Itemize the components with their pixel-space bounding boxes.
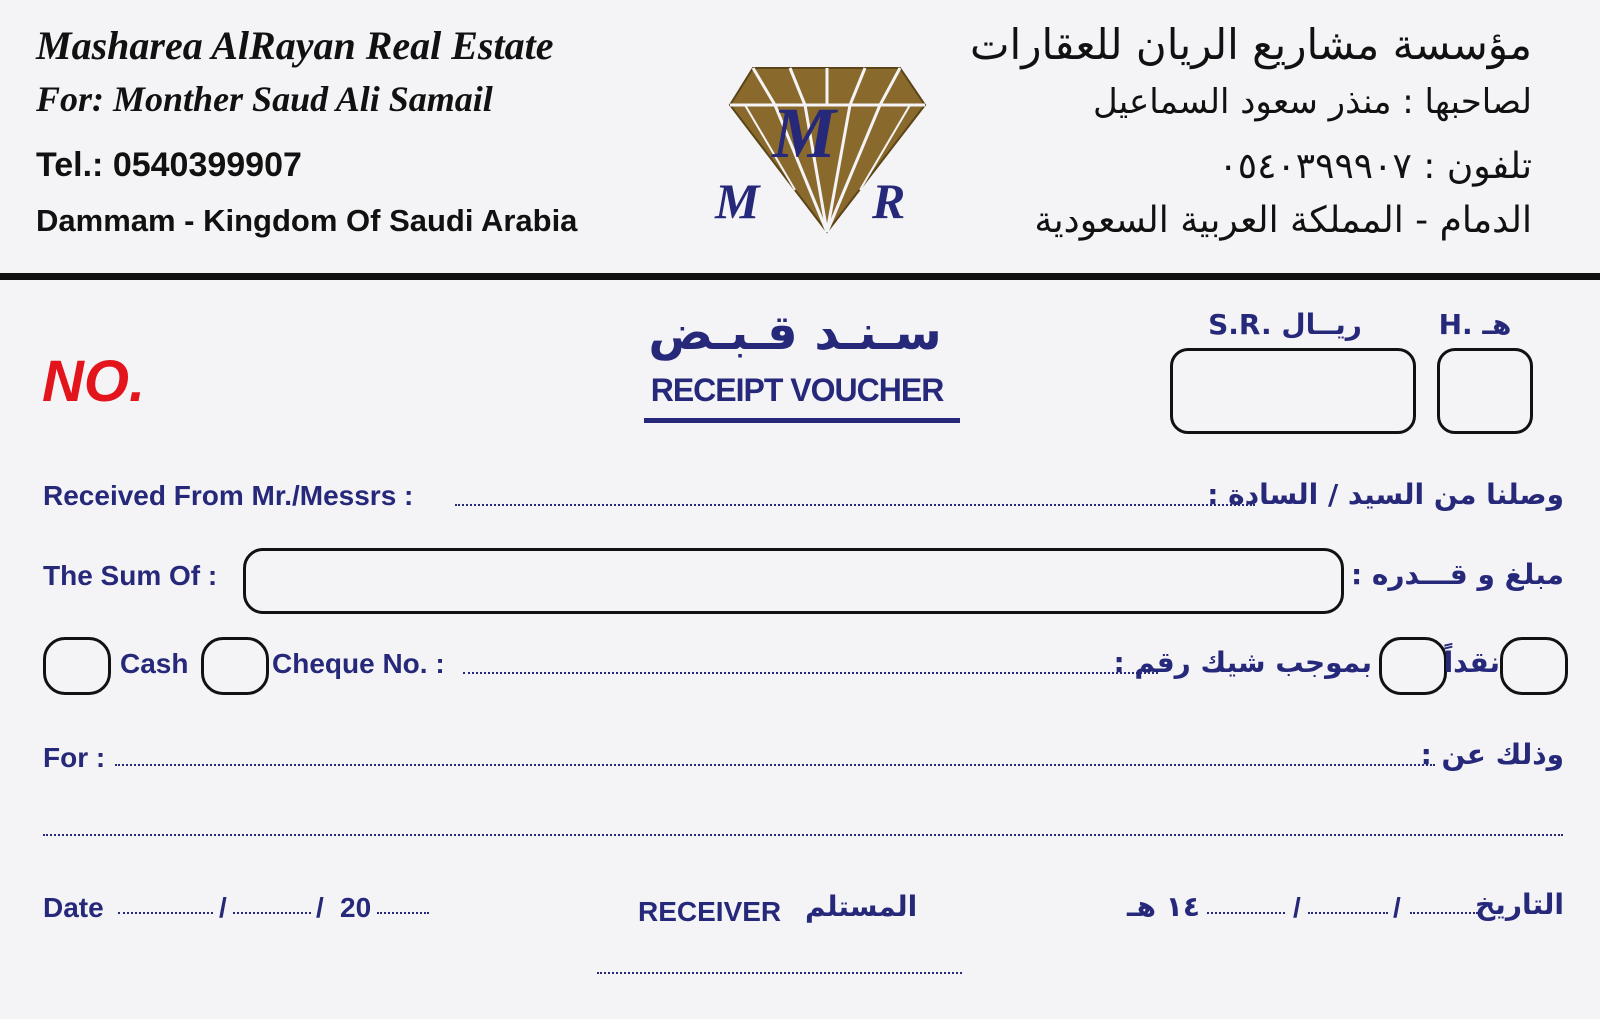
date-ar-day-field[interactable] (1410, 912, 1478, 914)
cheque-label-en: Cheque No. : (272, 648, 445, 679)
logo-letter-right: R (872, 173, 906, 229)
cheque-checkbox-en[interactable] (201, 637, 269, 695)
date-year-ar: ١٤ هـ (1127, 890, 1200, 923)
for-field-line2[interactable] (43, 834, 1563, 836)
received-from-label-en: Received From Mr./Messrs : (43, 480, 414, 511)
date-ar-year-field[interactable] (1207, 912, 1285, 914)
receiver-signature-field[interactable] (597, 972, 962, 974)
date-day-field[interactable] (118, 912, 213, 914)
sum-field[interactable] (243, 548, 1344, 614)
cash-checkbox-en[interactable] (43, 637, 111, 695)
received-from-field[interactable] (455, 504, 1255, 506)
receiver-label-en: RECEIVER (638, 896, 782, 927)
cash-checkbox-ar[interactable] (1500, 637, 1568, 695)
date-ar-month-field[interactable] (1308, 912, 1388, 914)
date-ar-slash-1: / (1293, 892, 1301, 923)
logo-letter-center: M (772, 93, 837, 173)
owner-name-ar: لصاحبها : منذر سعود السماعيل (1093, 82, 1532, 122)
title-underline (644, 418, 960, 423)
date-year-field[interactable] (377, 912, 429, 914)
receiver-label-ar: المستلم (805, 890, 918, 923)
for-label-ar: وذلك عن : (1420, 738, 1564, 771)
cash-label-ar: نقداً (1443, 646, 1500, 679)
received-from-label-ar: وصلنا من السيد / السادة : (1207, 478, 1564, 511)
for-label-en: For : (43, 742, 106, 773)
voucher-title-en: RECEIPT VOUCHER (650, 372, 944, 408)
company-name-ar: مؤسسة مشاريع الريان للعقارات (970, 20, 1532, 69)
voucher-title-ar: سـنـد قـبـض (648, 305, 942, 361)
for-field-line1[interactable] (115, 764, 1435, 766)
address-en: Dammam - Kingdom Of Saudi Arabia (36, 203, 578, 238)
date-ar-slash-2: / (1393, 892, 1401, 923)
amount-riyal-box[interactable] (1170, 348, 1416, 434)
owner-name-en: For: Monther Saud Ali Samail (36, 79, 493, 119)
date-slash-2: / (316, 892, 324, 923)
cheque-number-field[interactable] (463, 672, 1158, 674)
currency-label: S.R. ريــال (1208, 308, 1362, 341)
halala-label: H. هـ (1438, 308, 1512, 341)
date-label-ar: التاريخ (1475, 888, 1564, 921)
date-month-field[interactable] (233, 912, 311, 914)
header-divider (0, 273, 1600, 280)
logo-letter-left: M (715, 173, 760, 229)
cheque-checkbox-ar[interactable] (1379, 637, 1447, 695)
sum-label-en: The Sum Of : (43, 560, 218, 591)
phone-ar: تلفون : ٠٥٤٠٣٩٩٩٠٧ (1218, 146, 1532, 187)
amount-halala-box[interactable] (1437, 348, 1533, 434)
company-name-en: Masharea AlRayan Real Estate (36, 23, 554, 68)
date-slash-1: / (219, 892, 227, 923)
cash-label-en: Cash (120, 648, 189, 679)
cheque-label-ar: بموجب شيك رقم : (1113, 646, 1372, 679)
sum-label-ar: مبلغ و قـــدره : (1350, 558, 1564, 591)
date-year-prefix: 20 (340, 892, 372, 923)
phone-en: Tel.: 0540399907 (36, 146, 302, 184)
voucher-number-label: NO. (42, 349, 146, 414)
date-label-en: Date (43, 892, 104, 923)
address-ar: الدمام - المملكة العربية السعودية (1034, 200, 1532, 241)
